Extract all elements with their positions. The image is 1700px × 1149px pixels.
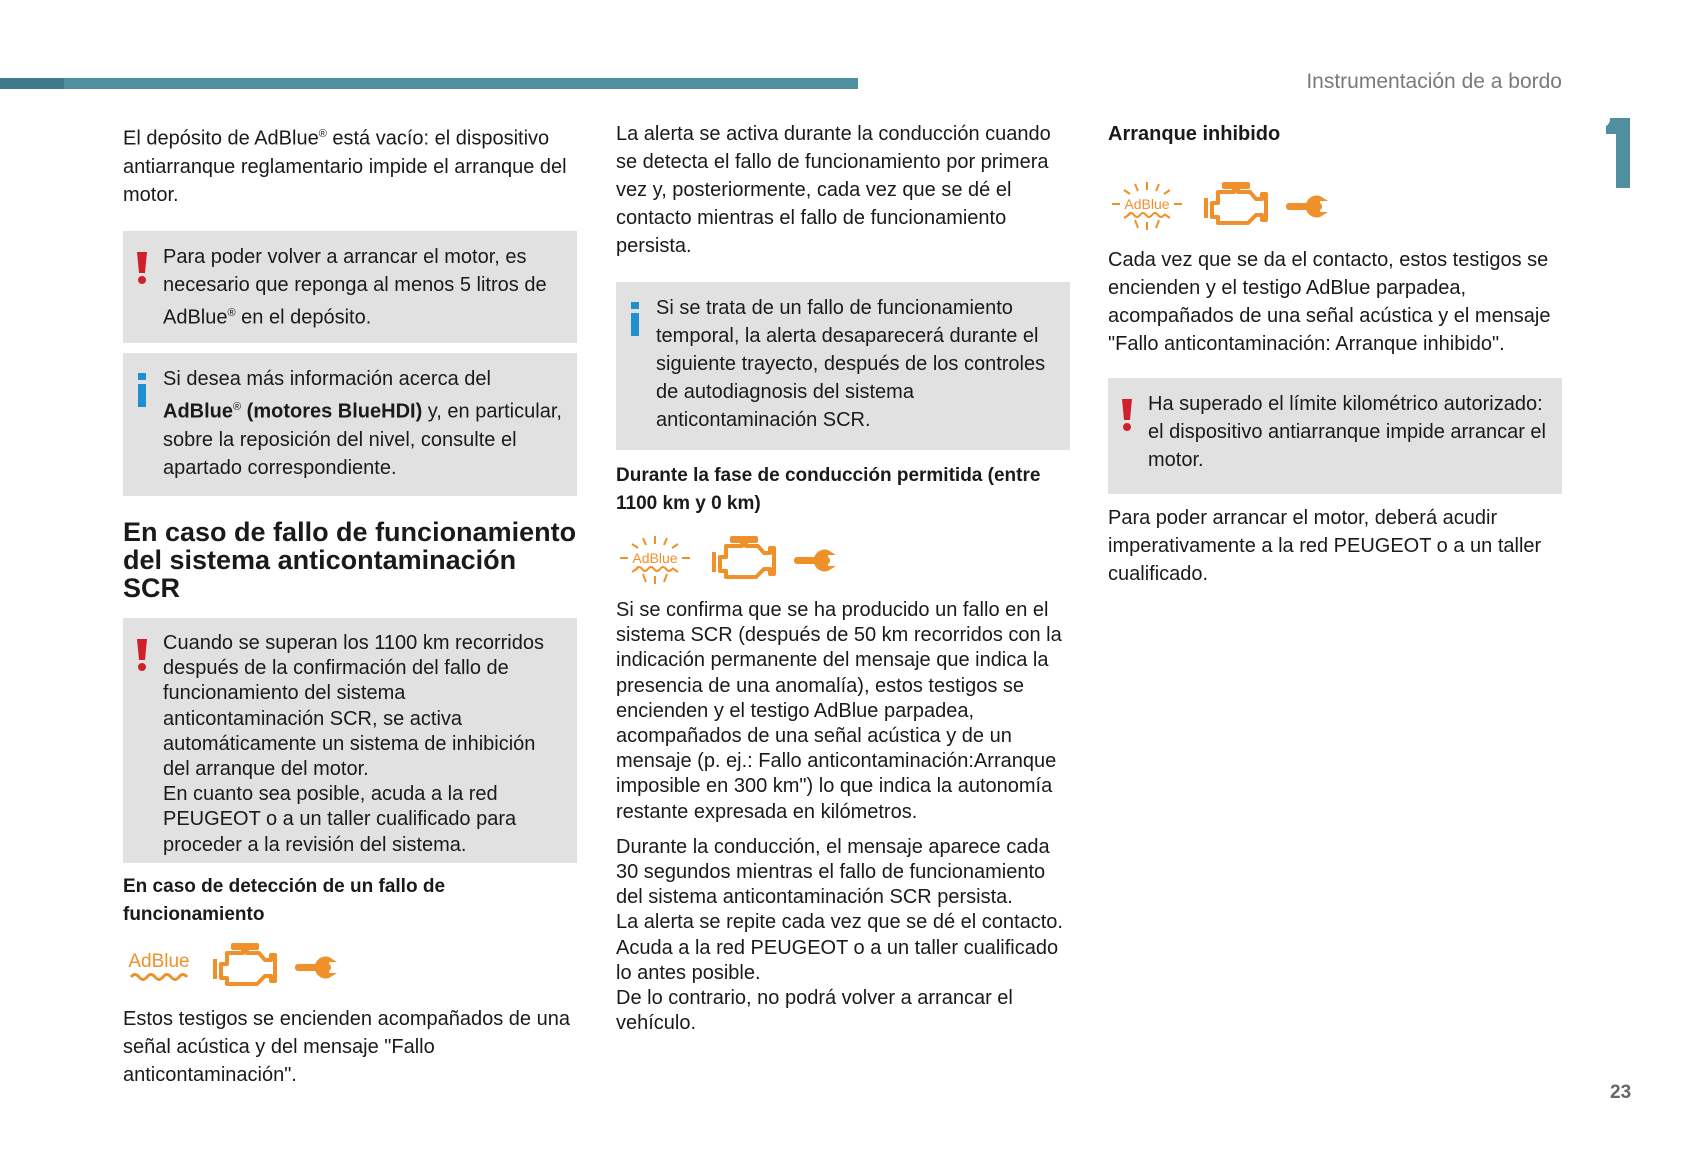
warning-box-limit-exceeded: Ha superado el límite kilométrico autorizado: el dispositivo antiarranque impide arrancar el motor. [1108, 378, 1562, 494]
header-accent-bar [0, 78, 858, 89]
svg-text:AdBlue: AdBlue [632, 550, 678, 566]
column-3 [1108, 120, 1562, 588]
info-box-temporary: Si se trata de un fallo de funcionamiento temporal, la alerta desaparecerá durante el siguiente trayecto, después de los controles de autodiagnosis del sistema anticontaminación SCR. [616, 282, 1070, 450]
wrench-lamp-icon [293, 952, 353, 982]
column-2 [616, 120, 1070, 1036]
wrench-lamp-icon [792, 545, 852, 575]
section-heading-scr: En caso de fallo de funcionamiento del sistema anticontaminación SCR [123, 516, 577, 603]
engine-lamp-icon [708, 534, 778, 586]
page-number: 23 [1610, 1082, 1632, 1103]
warning-box-inhibition: Cuando se superan los 1100 km recorridos después de la confirmación del fallo de funcionamiento del sistema anticontaminación SCR, se activa automáticamente un sistema de inhibición del arranque del motor. En cuanto sea posible, acuda a la red PEUGEOT o a un taller cualificado para proceder a la revisión del sistema. [123, 618, 577, 863]
subheading-detection: En caso de detección de un fallo de funcionamiento [123, 875, 446, 925]
col2-para-driving: Durante la conducción, el mensaje aparece cada 30 segundos mientras el fallo de funcionamiento del sistema anticontaminación SCR persista. La alerta se repite cada vez que se dé el contacto. Acuda a la red PEUGEOT o a un taller cualificado lo antes posible. De lo contrario, no podrá volver a arrancar el vehículo. [616, 835, 1063, 1035]
adblue-flashing-lamp-icon [1108, 178, 1186, 234]
col3-intro: Cada vez que se da el contacto, estos testigos se encienden y el testigo AdBlue parpadea, acompañados de una señal acústica y el mensaje "Fallo anticontaminación: Arranque inhibido". [1108, 249, 1551, 355]
col1-intro: El depósito de AdBlue® está vacío: el dispositivo antiarranque reglamentario impide el arranque del motor. [123, 127, 567, 206]
info-box-adblue: Si desea más información acerca del AdBlue® (motores BlueHDI) y, en particular, sobre la reposición del nivel, consulte el apartado correspondiente. [123, 353, 577, 496]
section-title: Instrumentación de a bordo [1306, 70, 1562, 93]
subheading-permitted-driving: Durante la fase de conducción permitida (entre 1100 km y 0 km) [616, 465, 1041, 514]
warning-exclamation-icon [135, 638, 149, 672]
col2-para-confirmed-fault: Si se confirma que se ha producido un fallo en el sistema SCR (después de 50 km recorridos con la indicación permanente del mensaje que indica la presencia de una anomalía), estos testigos se encienden y el testigo AdBlue parpadea, acompañados de una señal acústica y de un mensaje (p. ej.: Fallo anticontaminación:Arranque imposible en 300 km") lo que indica la autonomía restante expresada en kilómetros. [616, 599, 1062, 823]
adblue-lamp-icon [123, 947, 195, 987]
engine-lamp-icon [209, 941, 279, 993]
info-icon [628, 302, 642, 336]
info-icon [135, 373, 149, 407]
warning-lamps-row [616, 532, 1070, 588]
subheading-start-inhibited: Arranque inhibido [1108, 123, 1281, 145]
chapter-number [1604, 112, 1634, 188]
svg-text:AdBlue: AdBlue [128, 950, 190, 972]
col2-intro: La alerta se activa durante la conducción cuando se detecta el fallo de funcionamiento por primera vez y, posteriormente, cada vez que se dé el contacto mientras el fallo de funcionamiento persista. [616, 123, 1051, 257]
warning-lamps-row [1108, 178, 1562, 234]
wrench-lamp-icon [1284, 191, 1344, 221]
warning-lamps-row [123, 941, 577, 993]
warning-box-refill: Para poder volver a arrancar el motor, es necesario que reponga al menos 5 litros de AdBlue® en el depósito. [123, 231, 577, 344]
adblue-flashing-lamp-icon [616, 532, 694, 588]
engine-lamp-icon [1200, 180, 1270, 232]
column-1 [123, 120, 577, 1089]
svg-text:AdBlue: AdBlue [1124, 196, 1170, 212]
warning-exclamation-icon [135, 251, 149, 285]
header-accent-bar-dark [0, 78, 64, 89]
col1-outro: Estos testigos se encienden acompañados de una señal acústica y del mensaje "Fallo anticontaminación". [123, 1007, 570, 1086]
col3-outro: Para poder arrancar el motor, deberá acudir imperativamente a la red PEUGEOT o a un taller cualificado. [1108, 507, 1542, 585]
warning-exclamation-icon [1120, 398, 1134, 432]
